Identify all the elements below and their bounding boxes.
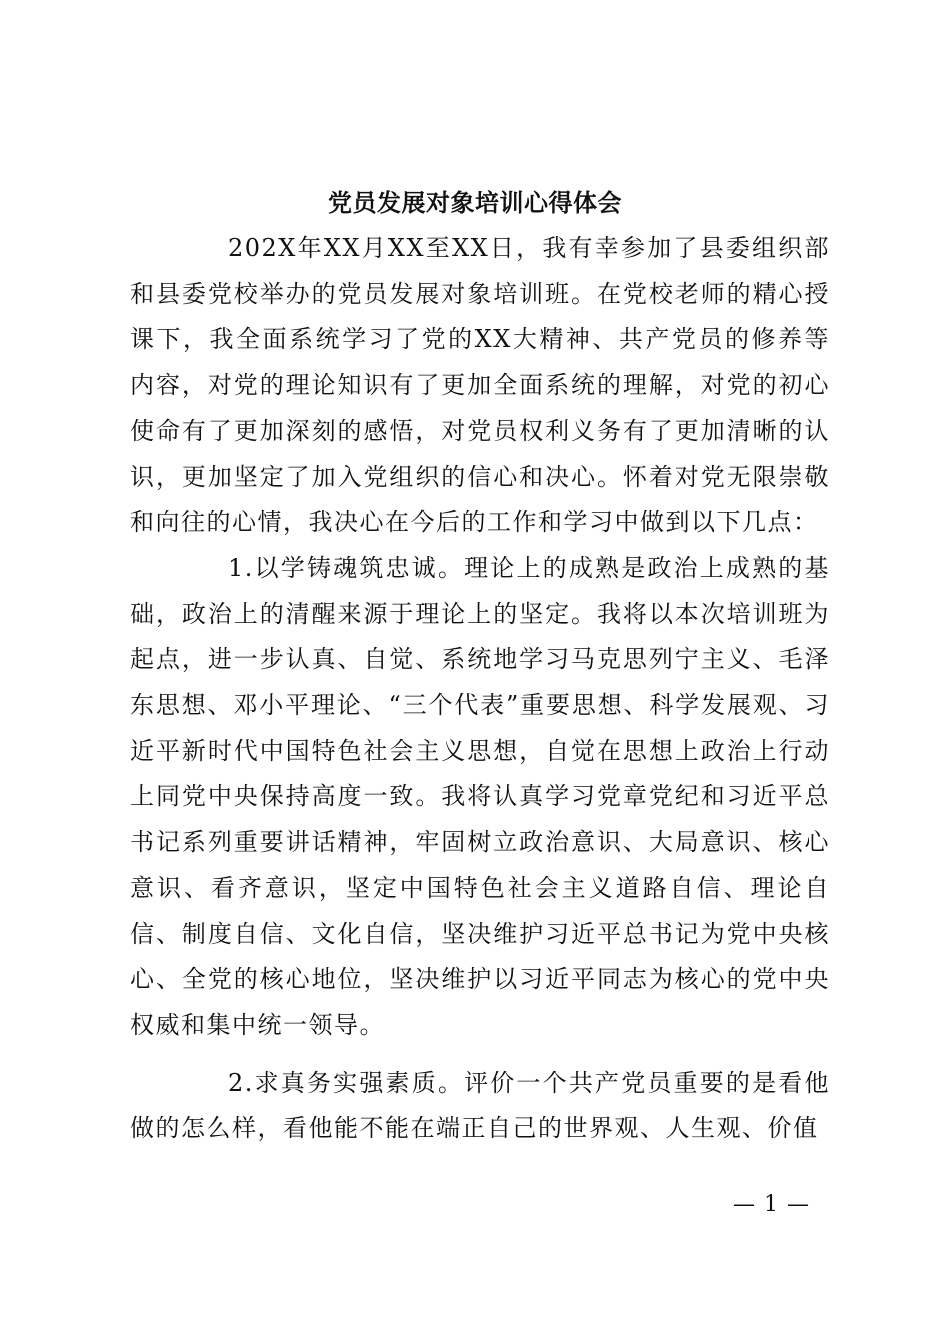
paragraph-point-1: 1.以学铸魂筑忠诚。理论上的成熟是政治上成熟的基础，政治上的清醒来源于理论上的坚定。我将以本次培训班为起点，进一步认真、自觉、系统地学习马克思列宁主义、毛泽东思想、邓小平理论、“三个代表”重要思想、科学发展观、习近平新时代中国特色社会主义思想，自觉在思想上政治上行动上同党中央保持高度一致。我将认真学习党章党纪和习近平总书记系列重要讲话精神，牢固树立政治意识、大局意识、核心意识、看齐意识，坚定中国特色社会主义道路自信、理论自信、制度自信、文化自信，坚决维护习近平总书记为党中央核心、全党的核心地位，坚决维护以习近平同志为核心的党中央权威和集中统一领导。 [130,553,830,1039]
page-number: — 1 — [733,1192,810,1217]
document-body [130,226,830,1152]
paragraph-intro: 202X年XX月XX至XX日，我有幸参加了县委组织部和县委党校举办的党员发展对象培训班。在党校老师的精心授课下，我全面系统学习了党的XX大精神、共产党员的修养等内容，对党的理论知识有了更加全面系统的理解，对党的初心使命有了更加深刻的感悟，对党员权利义务有了更加清晰的认识，更加坚定了加入党组织的信心和决心。怀着对党无限崇敬和向往的心情，我决心在今后的工作和学习中做到以下几点： [130,234,830,537]
paragraph-point-2: 2.求真务实强素质。评价一个共产党员重要的是看他做的怎么样，看他能不能在端正自己的世界观、人生观、价值 [130,1068,830,1143]
document-title: 党员发展对象培训心得体会 [328,188,622,217]
